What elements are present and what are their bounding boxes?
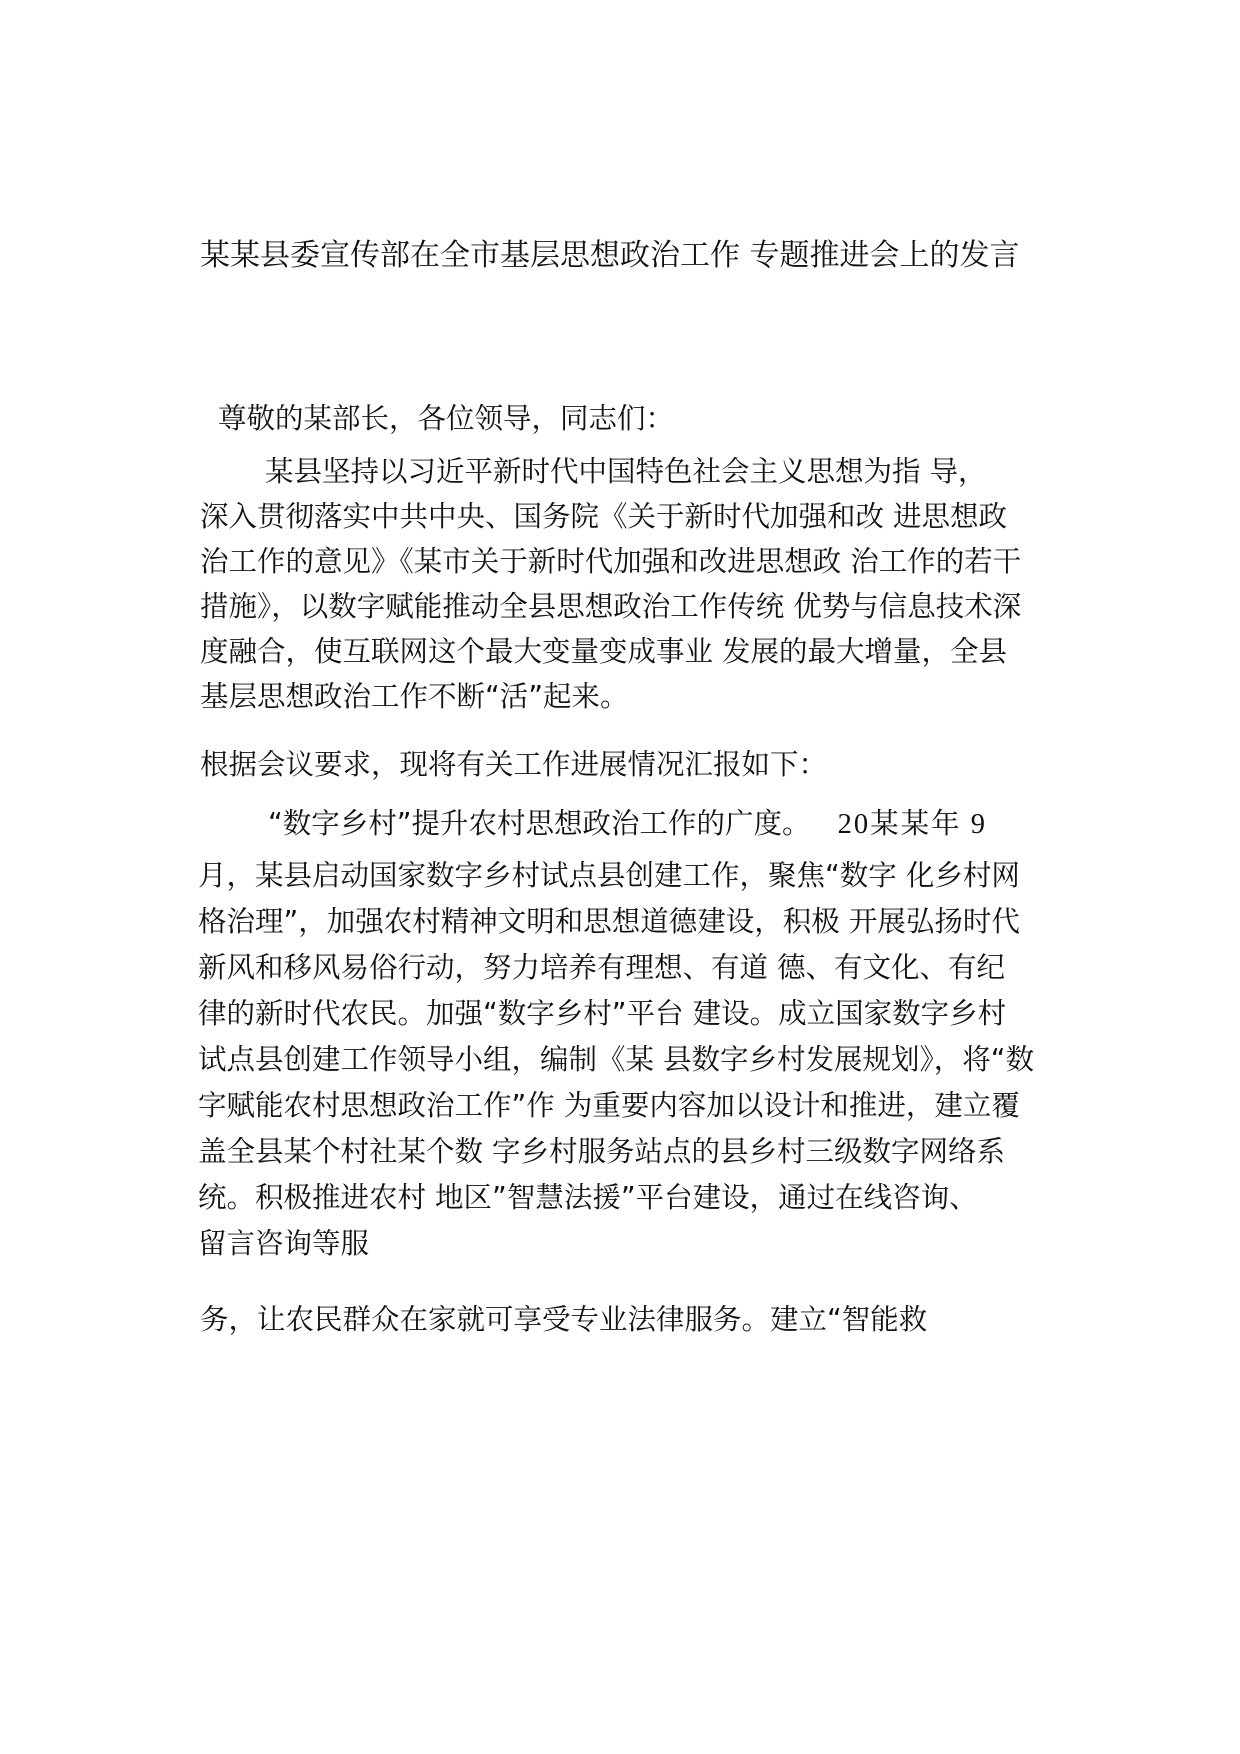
paragraph-line: 某县坚持以习近平新时代中国特色社会主义思想为指 导， (265, 455, 987, 488)
paragraph-line: 月，某县启动国家数字乡村试点县创建工作，聚焦“数字 化乡村网 (198, 859, 1020, 892)
paragraph-line (268, 804, 987, 845)
report-intro: 根据会议要求，现将有关工作进展情况汇报如下： (200, 748, 828, 781)
paragraph-line: 治工作的意见》《某市关于新时代加强和改进思想政 治工作的若干 (200, 545, 1022, 578)
paragraph-line: 格治理”，加强农村精神文明和思想道德建设，积极 开展弘扬时代 (198, 905, 1020, 938)
paragraph-line: 留言咨询等服 (198, 1227, 370, 1260)
paragraph-line: 统。积极推进农村 地区”智慧法援”平台建设，通过在线咨询、 (198, 1181, 978, 1214)
paragraph-line: 盖全县某个村社某个数 字乡村服务站点的县乡村三级数字网络系 (198, 1135, 1006, 1168)
paragraph-line: 深入贯彻落实中共中央、国务院《关于新时代加强和改 进思想政 (200, 500, 1008, 533)
paragraph-line: 务，让农民群众在家就可享受专业法律服务。建立“智能救 (200, 1303, 928, 1336)
paragraph-line: 律的新时代农民。加强“数字乡村”平台 建设。成立国家数字乡村 (198, 997, 1007, 1030)
document-title: 某某县委宣传部在全市基层思想政治工作 专题推进会上的发言 (200, 238, 1020, 273)
section-heading: “数字乡村”提升农村思想政治工作的广度。 (268, 807, 811, 840)
paragraph-line: 基层思想政治工作不断“活”起来。 (200, 680, 629, 713)
paragraph-line: 试点县创建工作领导小组，编制《某 县数字乡村发展规划》，将“数 (198, 1043, 1035, 1076)
year-text: 20某某年 9 (837, 809, 987, 840)
paragraph-line: 度融合，使互联网这个最大变量变成事业 发展的最大增量，全县 (200, 635, 1008, 668)
paragraph-line: 措施》，以数字赋能推动全县思想政治工作传统 优势与信息技术深 (200, 590, 1022, 623)
salutation: 尊敬的某部长，各位领导，同志们： (218, 402, 675, 435)
paragraph-line: 字赋能农村思想政治工作”作 为重要内容加以设计和推进，建立覆 (198, 1089, 1020, 1122)
paragraph-line: 新风和移风易俗行动，努力培养有理想、有道 德、有文化、有纪 (198, 951, 1006, 984)
